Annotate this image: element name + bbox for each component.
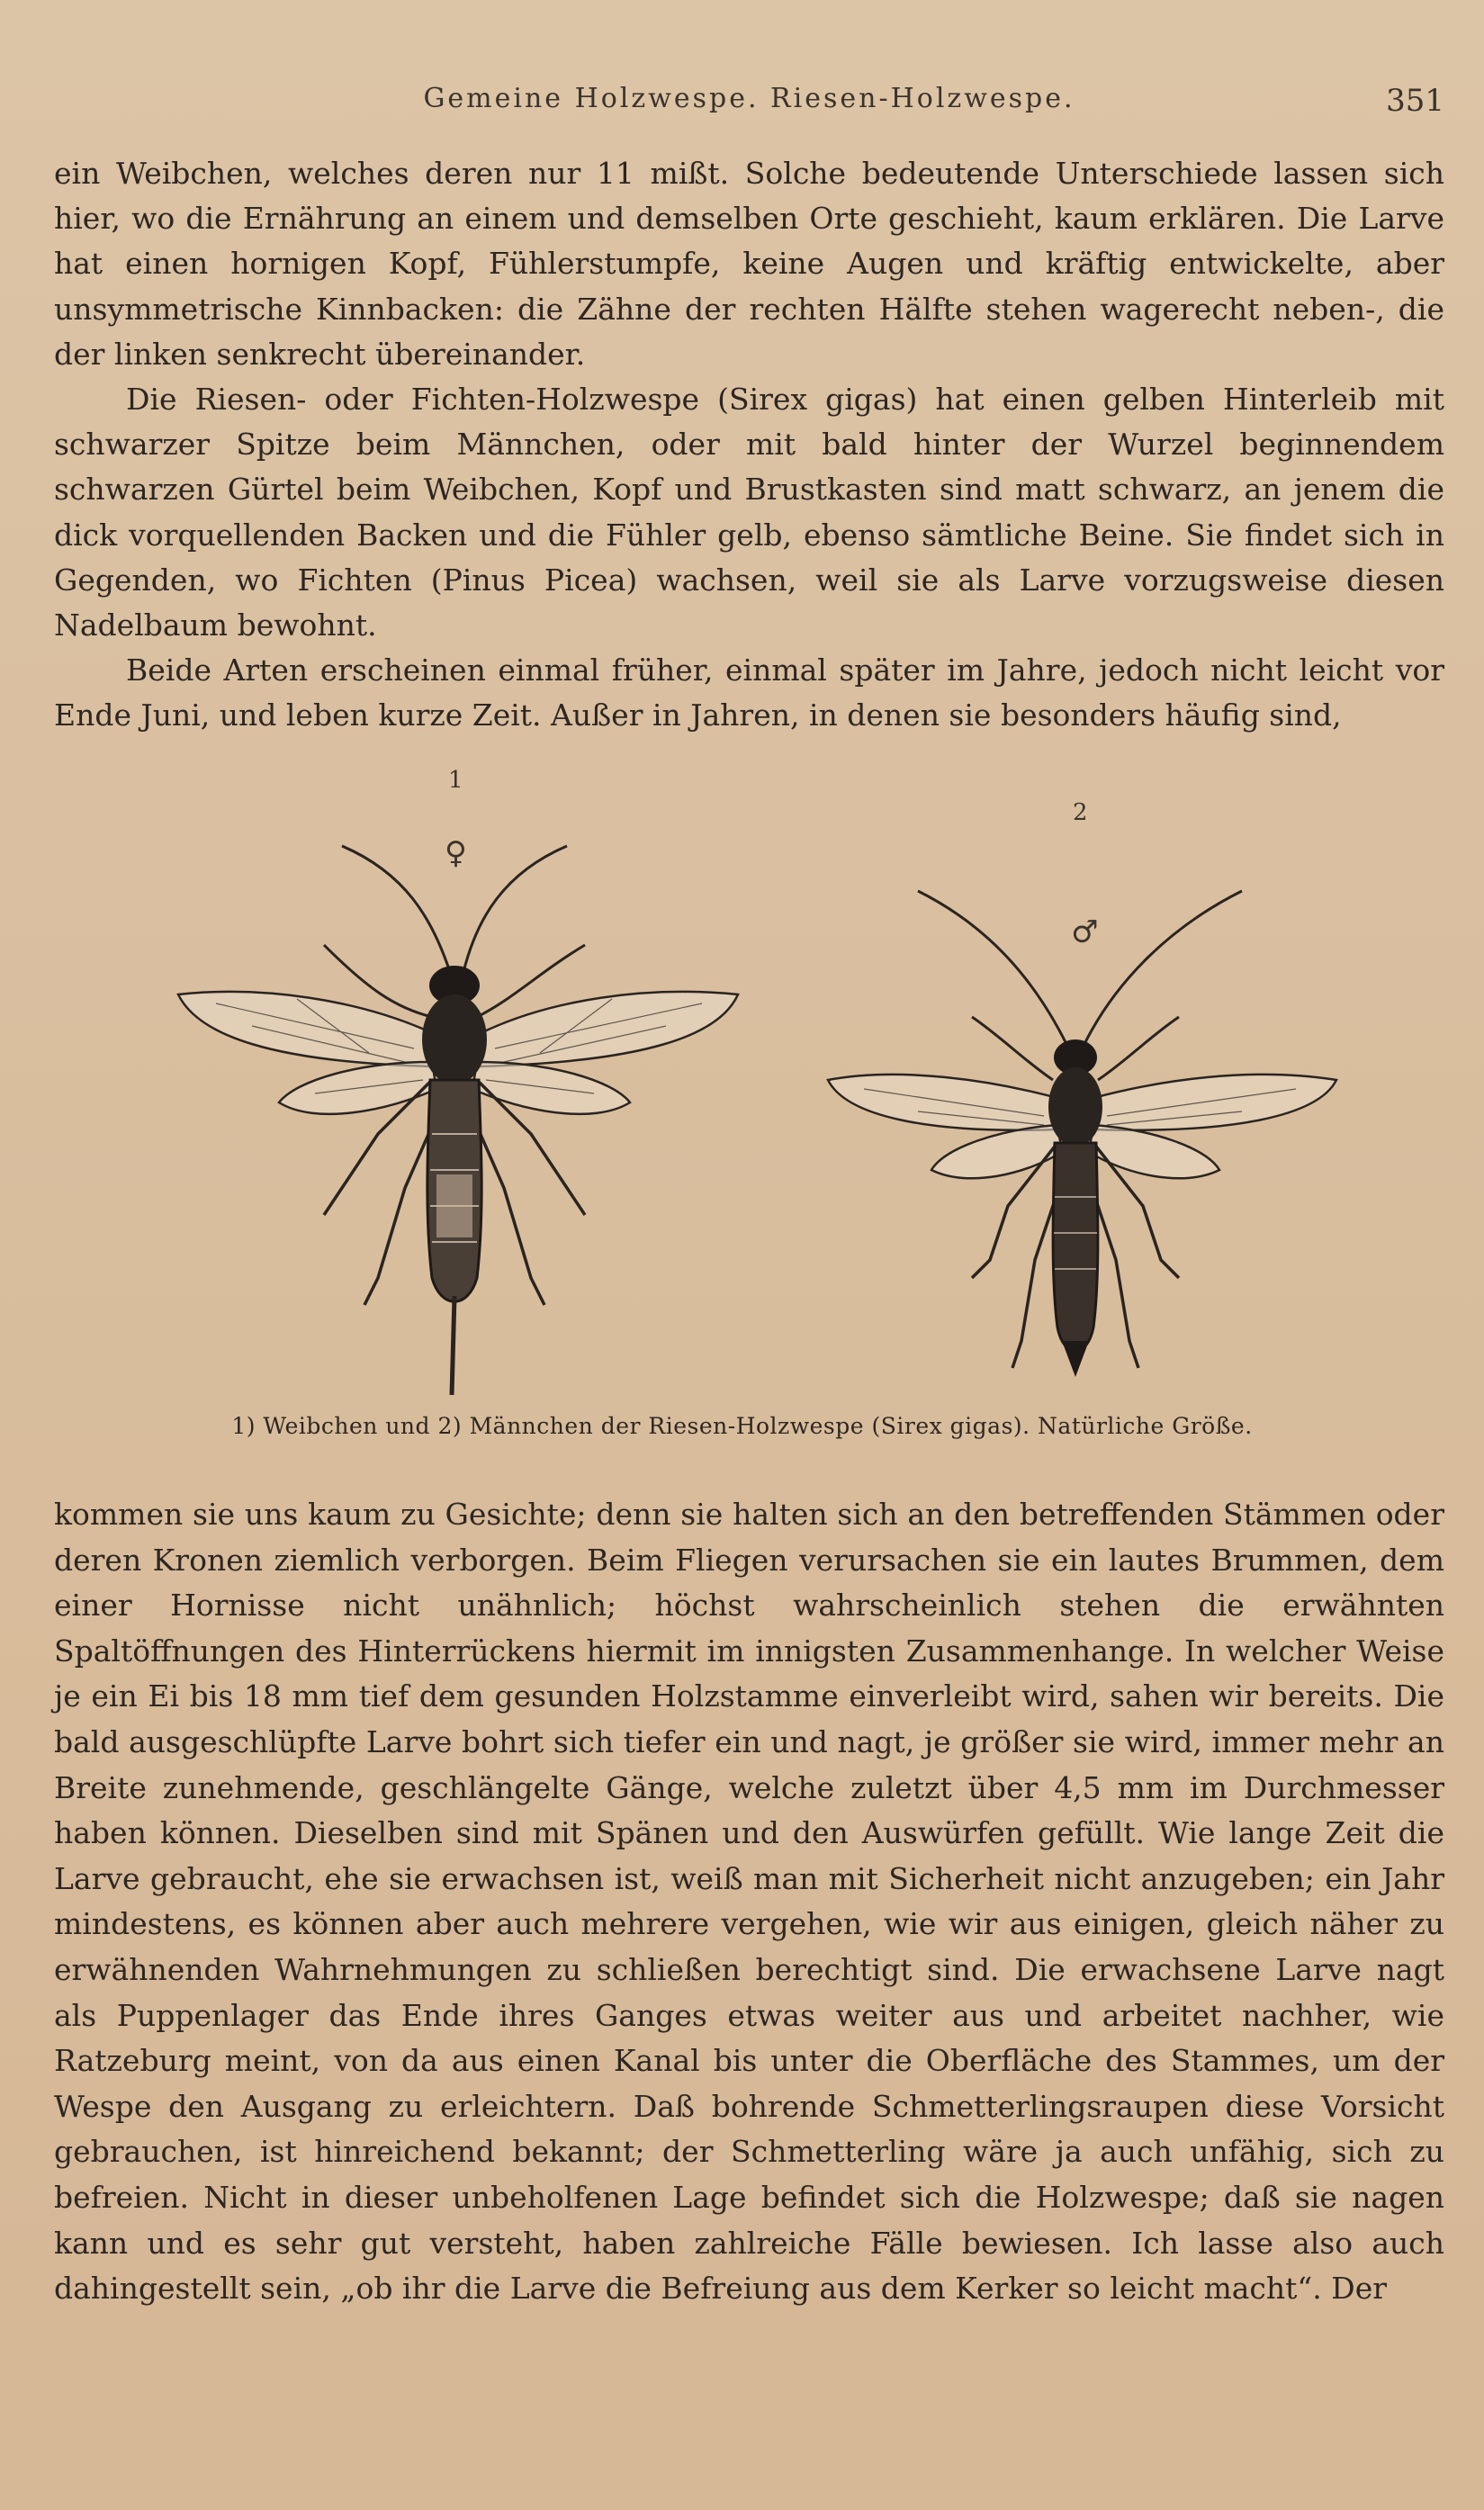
figure-label-1: 1	[448, 767, 463, 794]
body-text-bottom	[54, 1492, 1444, 2312]
male-symbol: ♂	[1071, 914, 1099, 950]
figure-label-2: 2	[1073, 799, 1088, 826]
paragraph: Beide Arten erscheinen einmal früher, einmal später im Jahre, jedoch nicht leicht vor Ende Juni, und leben kurze Zeit. Außer in Jahren, in denen sie besonders häufig sind,	[54, 652, 1444, 733]
running-head: Gemeine Holzwespe. Riesen-Holzwespe.	[423, 83, 1075, 114]
page-header	[54, 83, 1444, 128]
male-wasp-illustration	[810, 837, 1350, 1395]
female-wasp-illustration	[162, 792, 756, 1404]
female-symbol: ♀	[445, 835, 467, 871]
page-number: 351	[1386, 83, 1444, 119]
figure-caption: 1) Weibchen und 2) Männchen der Riesen-Holzwespe (Sirex gigas). Natürliche Größe.	[231, 1413, 1253, 1439]
paragraph: ein Weibchen, welches deren nur 11 mißt. Solche bedeutende Unterschiede lassen sich hier, wo die Ernährung an einem und demselben Orte geschieht, kaum erklären. Die Larve hat einen hornigen Kopf, Fühlerstumpfe, keine Augen und kräftig entwickelte, aber unsymmetrische Kinnbacken: die Zähne der rechten Hälfte stehen wagerecht neben-, die der linken senkrecht übereinander.	[54, 156, 1444, 372]
body-text-top	[54, 151, 1444, 739]
figure-sirex-gigas	[0, 756, 1484, 1458]
paragraph: Die Riesen- oder Fichten-Holzwespe (Sirex gigas) hat einen gelben Hinterleib mit schwarzer Spitze beim Männchen, oder mit bald hinter der Wurzel beginnendem schwarzen Gürtel beim Weibchen, Kopf und Brustkasten sind matt schwarz, an jenem die dick vorquellenden Backen und die Fühler gelb, ebenso sämtliche Beine. Sie findet sich in Gegenden, wo Fichten (Pinus Picea) wachsen, weil sie als Larve vorzugsweise diesen Nadelbaum bewohnt.	[54, 382, 1444, 643]
paragraph: kommen sie uns kaum zu Gesichte; denn sie halten sich an den betreffenden Stämmen oder deren Kronen ziemlich verborgen. Beim Fliegen verursachen sie ein lautes Brummen, dem einer Hornisse nicht unähnlich; höchst wahrscheinlich stehen die erwähnten Spaltöffnungen des Hinterrückens hiermit im innigsten Zusammenhange. In welcher Weise je ein Ei bis 18 mm tief dem gesunden Holzstamme einverleibt wird, sahen wir bereits. Die bald ausgeschlüpfte Larve bohrt sich tiefer ein und nagt, je größer sie wird, immer mehr an Breite zunehmende, geschlängelte Gänge, welche zuletzt über 4,5 mm im Durchmesser haben können. Dieselben sind mit Spänen und den Auswürfen gefüllt. Wie lange Zeit die Larve gebraucht, ehe sie erwachsen ist, weiß man mit Sicherheit nicht anzugeben; ein Jahr mindestens, es können aber auch mehrere vergehen, wie wir aus einigen, gleich näher zu erwähnenden Wahrnehmungen zu schließen berechtigt sind. Die erwachsene Larve nagt als Puppenlager das Ende ihres Ganges etwas weiter aus und arbeitet nachher, wie Ratzeburg meint, von da aus einen Kanal bis unter die Oberfläche des Stammes, um der Wespe den Ausgang zu erleichtern. Daß bohrende Schmetterlingsraupen diese Vorsicht gebrauchen, ist hinreichend bekannt; der Schmetterling wäre ja auch unfähig, sich zu befreien. Nicht in dieser unbeholfenen Lage befindet sich die Holzwespe; daß sie nagen kann und es sehr gut versteht, haben zahlreiche Fälle bewiesen. Ich lasse also auch dahingestellt sein, „ob ihr die Larve die Befreiung aus dem Kerker so leicht macht“. Der	[54, 1497, 1444, 2307]
